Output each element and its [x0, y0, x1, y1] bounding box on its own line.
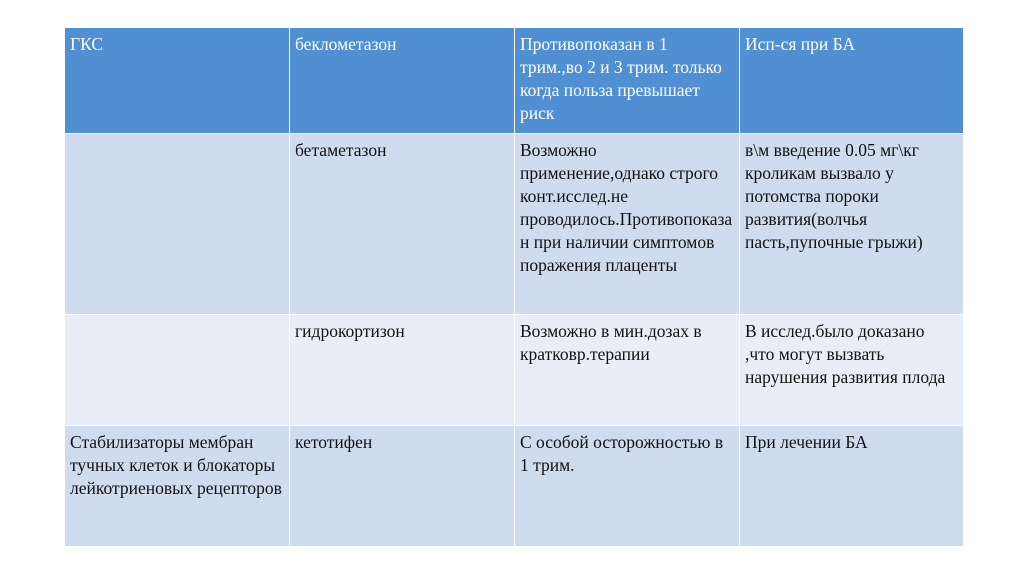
cell-drug: кетотифен: [290, 426, 515, 547]
header-cell-usage: Исп-ся при БА: [740, 28, 964, 134]
cell-pregnancy: Возможно в мин.дозах в кратковр.терапии: [515, 315, 740, 426]
cell-pregnancy: Возможно применение,однако строго конт.исслед.не проводилось.Противопоказан при наличии симптомов поражения плаценты: [515, 134, 740, 315]
table-header-row: [65, 28, 964, 134]
cell-usage: в\м введение 0.05 мг\кг кроликам вызвало у потомства пороки развития(волчья пасть,пупочные грыжи): [740, 134, 964, 315]
cell-usage: В исслед.было доказано ,что могут вызвать нарушения развития плода: [740, 315, 964, 426]
cell-group: [65, 315, 290, 426]
cell-pregnancy: С особой осторожностью в 1 трим.: [515, 426, 740, 547]
drug-table: [64, 27, 964, 547]
table-row: [65, 134, 964, 315]
cell-group: Стабилизаторы мембран тучных клеток и блокаторы лейкотриеновых рецепторов: [65, 426, 290, 547]
header-cell-group: ГКС: [65, 28, 290, 134]
cell-usage: При лечении БА: [740, 426, 964, 547]
header-cell-pregnancy: Противопоказан в 1 трим.,во 2 и 3 трим. только когда польза превышает риск: [515, 28, 740, 134]
cell-group: [65, 134, 290, 315]
table-row: [65, 315, 964, 426]
cell-drug: гидрокортизон: [290, 315, 515, 426]
cell-drug: бетаметазон: [290, 134, 515, 315]
table-row: [65, 426, 964, 547]
header-cell-drug: беклометазон: [290, 28, 515, 134]
